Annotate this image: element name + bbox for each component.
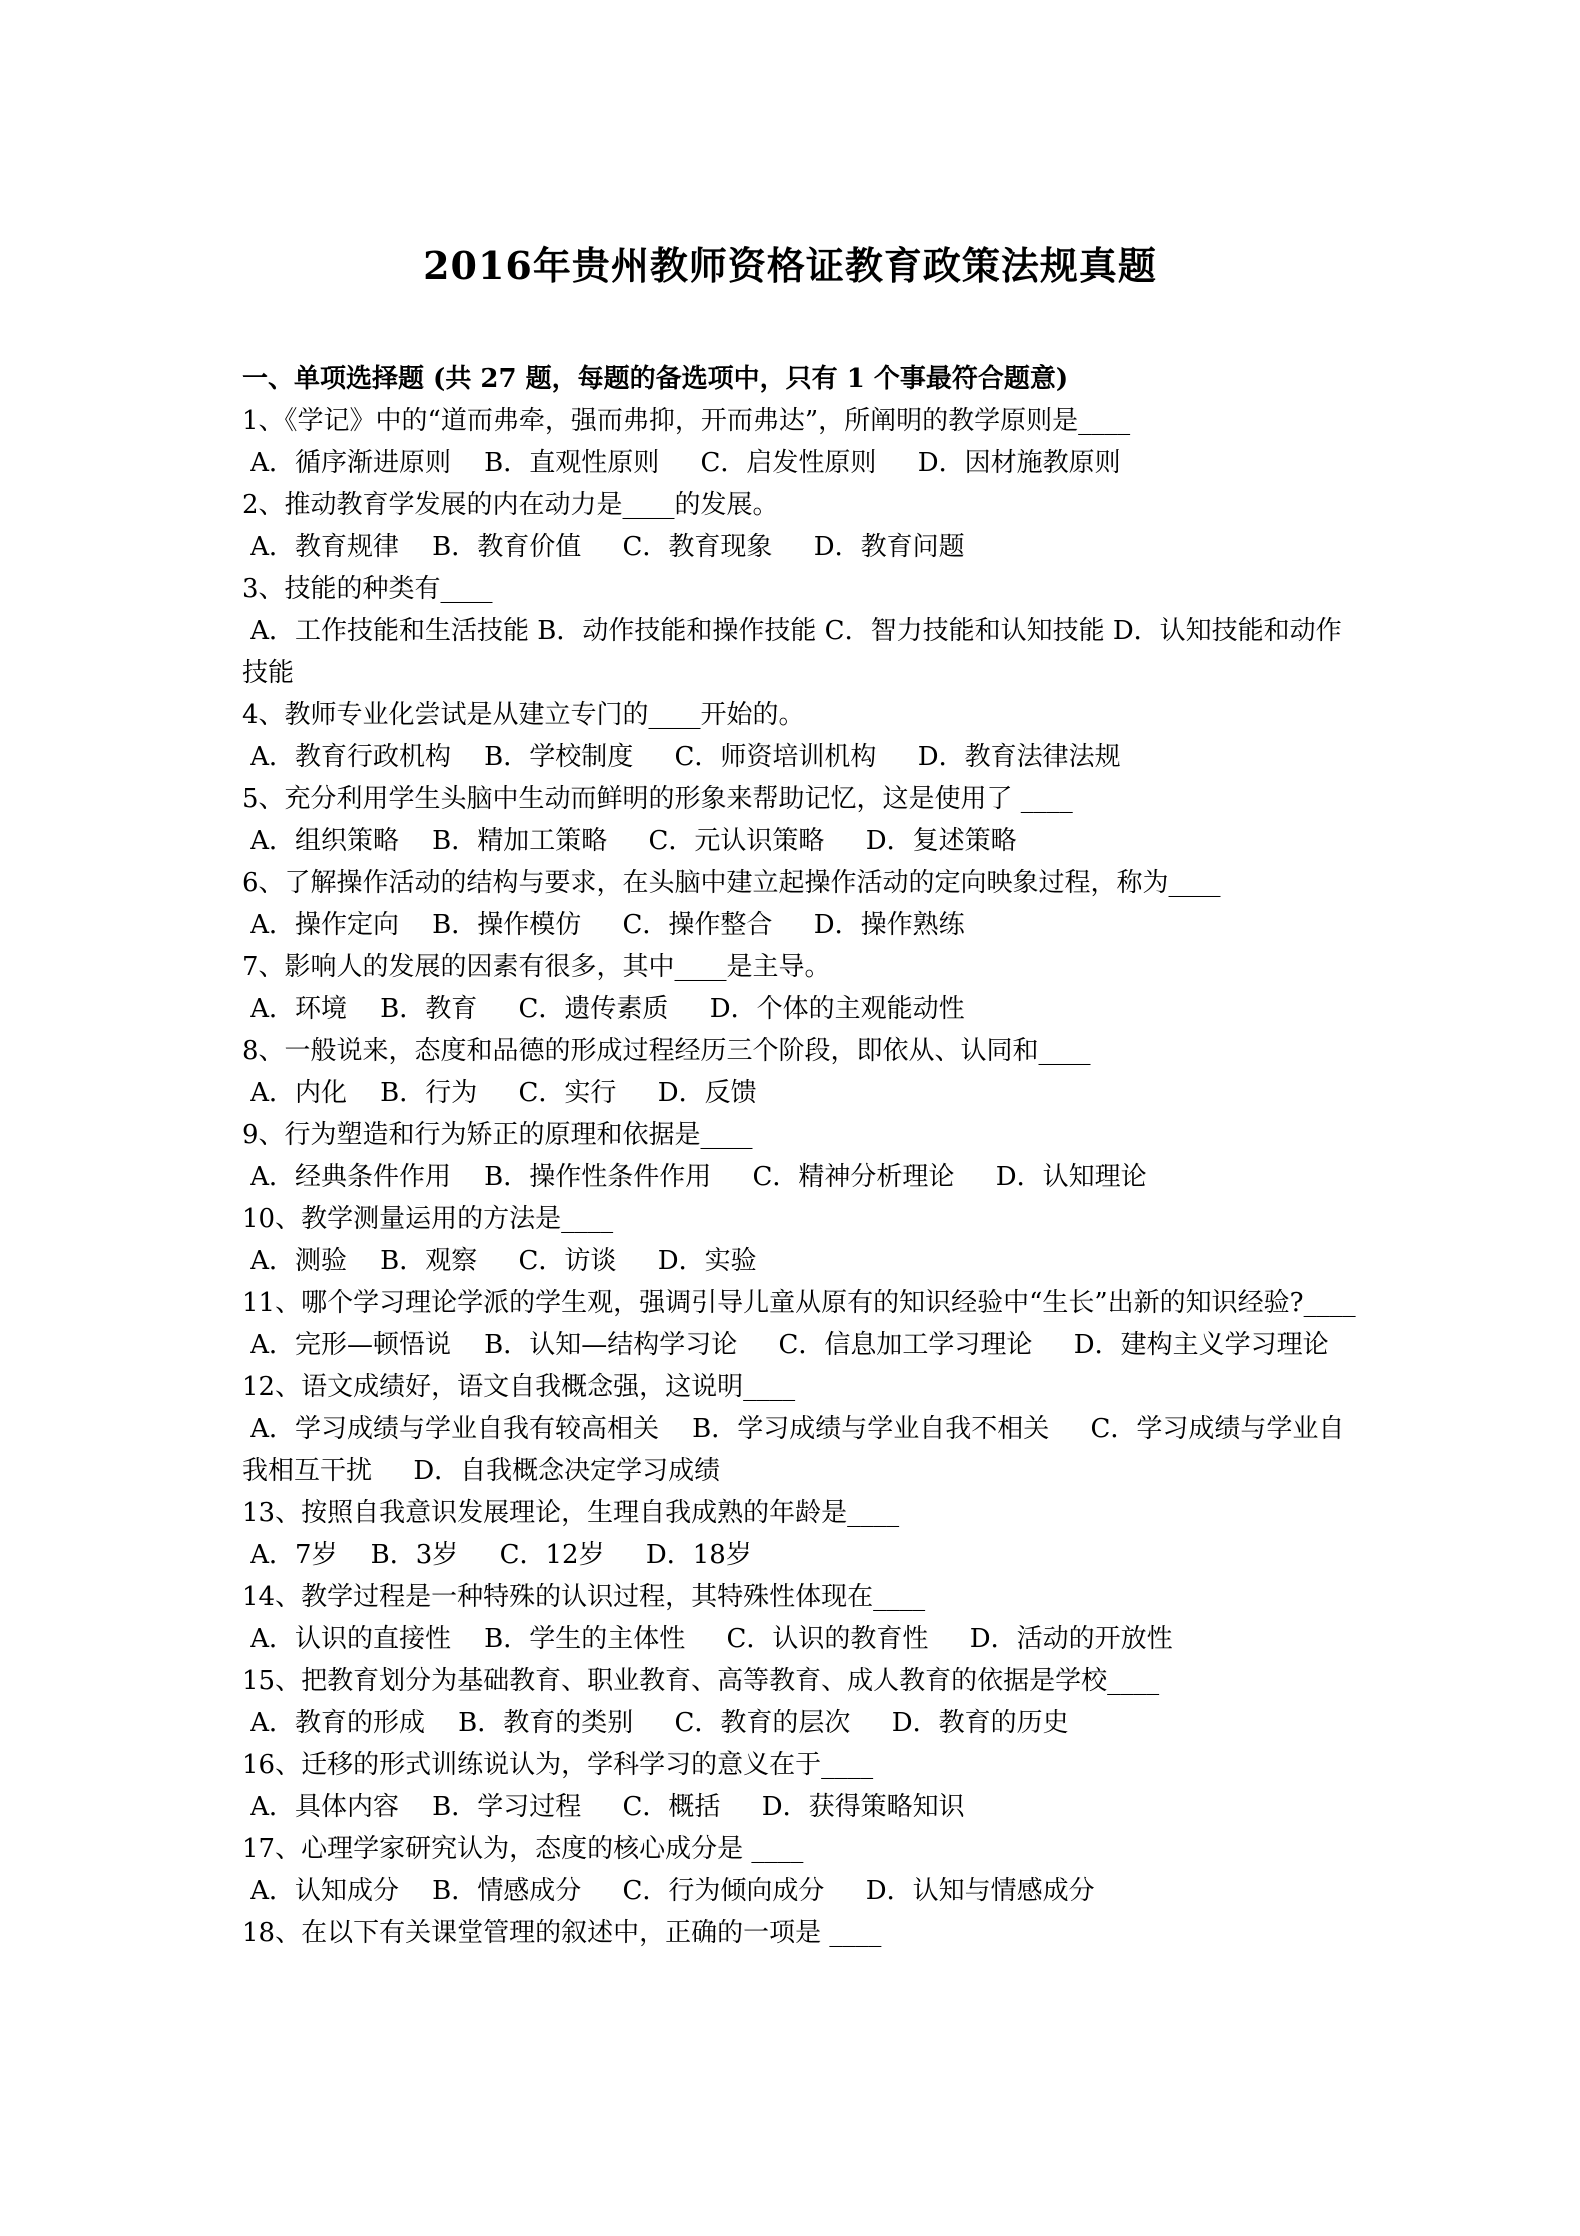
question-block — [242, 1576, 1362, 1660]
question-options: A．学习成绩与学业自我有较高相关 B．学习成绩与学业自我不相关 C．学习成绩与学业自我相互干扰 D．自我概念决定学习成绩 — [242, 1414, 1345, 1486]
question-stem: 14、教学过程是一种特殊的认识过程，其特殊性体现在____ — [242, 1582, 926, 1612]
question-block — [242, 1198, 1362, 1282]
question-block — [242, 694, 1362, 778]
question-block — [242, 1282, 1362, 1366]
question-stem: 8、一般说来，态度和品德的形成过程经历三个阶段，即依从、认同和____ — [242, 1036, 1091, 1066]
question-options: A．内化 B．行为 C．实行 D．反馈 — [242, 1078, 757, 1108]
question-options: A．操作定向 B．操作模仿 C．操作整合 D．操作熟练 — [242, 910, 965, 940]
question-block — [242, 484, 1362, 568]
question-block — [242, 400, 1362, 484]
question-block — [242, 1828, 1362, 1912]
question-options: A．教育行政机构 B．学校制度 C．师资培训机构 D．教育法律法规 — [242, 742, 1121, 772]
question-stem: 12、语文成绩好，语文自我概念强，这说明____ — [242, 1372, 796, 1402]
question-stem: 7、影响人的发展的因素有很多，其中____是主导。 — [242, 952, 831, 982]
question-options: A．7岁 B．3岁 C．12岁 D．18岁 — [242, 1540, 752, 1570]
question-stem: 10、教学测量运用的方法是____ — [242, 1204, 614, 1234]
question-block — [242, 1912, 1362, 1954]
question-options: A．教育规律 B．教育价值 C．教育现象 D．教育问题 — [242, 532, 965, 562]
question-options: A．工作技能和生活技能 B．动作技能和操作技能 C．智力技能和认知技能 D．认知技能和动作技能 — [242, 616, 1342, 688]
question-block — [242, 862, 1362, 946]
question-stem: 18、在以下有关课堂管理的叙述中，正确的一项是 ____ — [242, 1918, 882, 1948]
question-options: A．具体内容 B．学习过程 C．概括 D．获得策略知识 — [242, 1792, 965, 1822]
question-stem: 11、哪个学习理论学派的学生观，强调引导儿童从原有的知识经验中“生长”出新的知识经验?____ — [242, 1288, 1356, 1318]
question-block — [242, 568, 1362, 694]
exam-content — [242, 358, 1362, 1954]
question-block — [242, 1492, 1362, 1576]
section-heading: 一、单项选择题 (共 27 题，每题的备选项中，只有 1 个事最符合题意) — [242, 364, 1069, 394]
question-options: A．环境 B．教育 C．遗传素质 D．个体的主观能动性 — [242, 994, 965, 1024]
question-block — [242, 1660, 1362, 1744]
question-options: A．经典条件作用 B．操作性条件作用 C．精神分析理论 D．认知理论 — [242, 1162, 1147, 1192]
question-options: A．认知成分 B．情感成分 C．行为倾向成分 D．认知与情感成分 — [242, 1876, 1095, 1906]
question-stem: 16、迁移的形式训练说认为，学科学习的意义在于____ — [242, 1750, 874, 1780]
question-block — [242, 1030, 1362, 1114]
question-options: A．完形—顿悟说 B．认知—结构学习论 C．信息加工学习理论 D．建构主义学习理论 — [242, 1330, 1329, 1360]
question-stem: 15、把教育划分为基础教育、职业教育、高等教育、成人教育的依据是学校____ — [242, 1666, 1160, 1696]
question-block — [242, 1114, 1362, 1198]
question-block — [242, 946, 1362, 1030]
question-block — [242, 778, 1362, 862]
question-stem: 9、行为塑造和行为矫正的原理和依据是____ — [242, 1120, 753, 1150]
question-stem: 5、充分利用学生头脑中生动而鲜明的形象来帮助记忆，这是使用了 ____ — [242, 784, 1073, 814]
question-options: A．循序渐进原则 B．直观性原则 C．启发性原则 D．因材施教原则 — [242, 448, 1121, 478]
question-options: A．测验 B．观察 C．访谈 D．实验 — [242, 1246, 757, 1276]
question-stem: 1、《学记》中的“道而弗牵，强而弗抑，开而弗达”，所阐明的教学原则是____ — [242, 406, 1131, 436]
question-stem: 4、教师专业化尝试是从建立专门的____开始的。 — [242, 700, 805, 730]
question-options: A．认识的直接性 B．学生的主体性 C．认识的教育性 D．活动的开放性 — [242, 1624, 1173, 1654]
page-title: 2016年贵州教师资格证教育政策法规真题 — [423, 243, 1157, 288]
question-options: A．教育的形成 B．教育的类别 C．教育的层次 D．教育的历史 — [242, 1708, 1069, 1738]
question-block — [242, 1366, 1362, 1492]
question-block — [242, 1744, 1362, 1828]
question-stem: 6、了解操作活动的结构与要求，在头脑中建立起操作活动的定向映象过程，称为____ — [242, 868, 1221, 898]
question-stem: 13、按照自我意识发展理论，生理自我成熟的年龄是____ — [242, 1498, 900, 1528]
question-options: A．组织策略 B．精加工策略 C．元认识策略 D．复述策略 — [242, 826, 1017, 856]
question-stem: 2、推动教育学发展的内在动力是____的发展。 — [242, 490, 779, 520]
question-stem: 3、技能的种类有____ — [242, 574, 493, 604]
question-stem: 17、心理学家研究认为，态度的核心成分是 ____ — [242, 1834, 804, 1864]
